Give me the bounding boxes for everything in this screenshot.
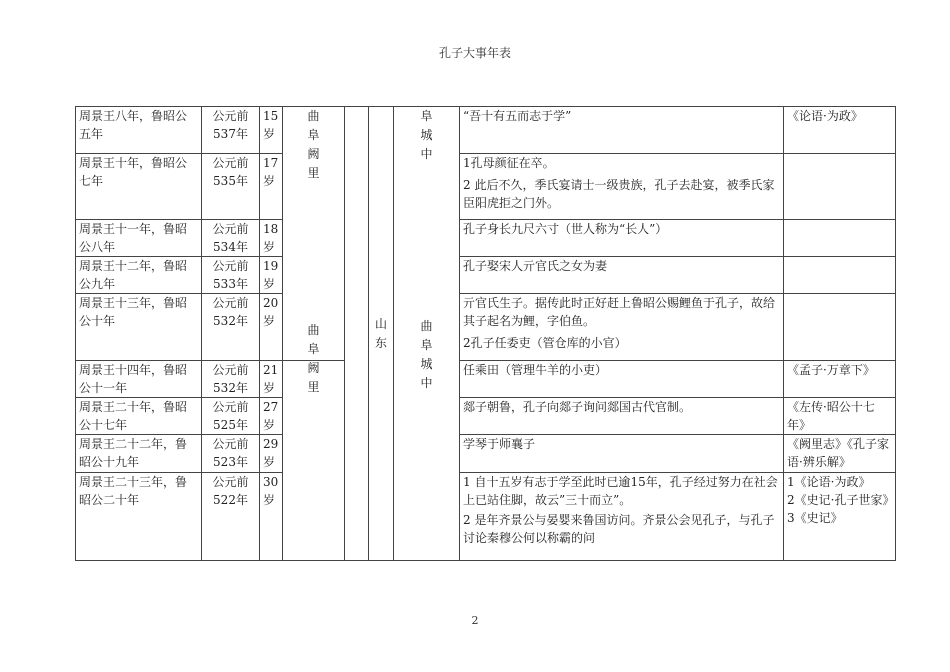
source-text: 《论语·为政》 [787,109,863,123]
chronology-table [75,106,896,561]
residence-label: 曲阜阙里 [307,323,320,394]
source-cell [784,435,896,473]
event-cell [460,107,784,154]
age-cell: 21岁 [260,361,283,398]
age-cell: 30岁 [260,473,283,561]
year-cell: 公元前532年 [202,361,260,398]
era-cell: 周景王二十年，鲁昭公十七年 [76,398,202,435]
age-cell: 15岁 [260,107,283,154]
era-text: 周景王十三年，鲁昭公十年 [79,296,188,328]
event-cell [460,154,784,220]
table-row [76,257,896,294]
year-cell: 公元前522年 [202,473,260,561]
province-cell [369,107,394,561]
table-row [76,398,896,435]
year-cell: 公元前537年 [202,107,260,154]
event-cell [460,220,784,257]
table-row [76,294,896,361]
year-cell: 公元前532年 [202,294,260,361]
source-cell [784,361,896,398]
source-text: 2《史记·孔子世家》 [787,493,895,507]
source-cell [784,398,896,435]
source-text: 《阙里志》《孔子家语·辨乐解》 [787,437,890,469]
year-cell: 公元前534年 [202,220,260,257]
source-text: 《左传·昭公十七年》 [787,400,875,432]
event-cell [460,257,784,294]
source-text: 1《论语·为政》 [787,475,871,489]
source-cell [784,473,896,561]
table-row [76,435,896,473]
age-cell: 17岁 [260,154,283,220]
age-cell: 19岁 [260,257,283,294]
age-cell: 27岁 [260,398,283,435]
province-label: 山东 [374,316,387,350]
empty-column [345,107,369,561]
era-cell: 周景王十四年，鲁昭公十一年 [76,361,202,398]
page-title: 孔子大事年表 [438,46,511,60]
age-cell: 18岁 [260,220,283,257]
page-number: 2 [471,614,479,627]
year-cell: 公元前525年 [202,398,260,435]
city-label-top: 阜城中 [420,109,433,161]
event-cell [460,398,784,435]
table-row [76,107,896,154]
era-cell: 周景王二十三年，鲁昭公二十年 [76,473,202,561]
event-text: 2 此后不久，季氏宴请士一级贵族，孔子去赴宴，被季氏家臣阳虎拒之门外。 [463,178,775,210]
year-cell: 公元前535年 [202,154,260,220]
source-text: 《孟子·万章下》 [787,363,875,377]
era-cell: 周景王八年，鲁昭公五年 [76,107,202,154]
source-cell [784,220,896,257]
era-cell: 周景王十一年，鲁昭公八年 [76,220,202,257]
event-text: 孔子娶宋人亓官氏之女为妻 [463,259,608,273]
event-cell [460,435,784,473]
event-text: 孔子身长九尺六寸（世人称为“长人”） [463,222,668,236]
event-text: 1孔母颜征在卒。 [463,156,555,170]
event-cell [460,473,784,561]
table-row [76,154,896,220]
era-cell: 周景王十二年，鲁昭公九年 [76,257,202,294]
year-cell: 公元前523年 [202,435,260,473]
source-cell [784,154,896,220]
year-cell: 公元前533年 [202,257,260,294]
source-cell [784,294,896,361]
source-text: 3《史记》 [787,511,843,525]
event-text: 郯子朝鲁，孔子向郯子询问郯国古代官制。 [463,400,692,414]
city-label-bottom: 曲阜城中 [420,319,433,390]
source-cell [784,107,896,154]
event-cell [460,361,784,398]
event-cell [460,294,784,361]
table-row [76,473,896,561]
event-text: 2孔子任委吏（管仓库的小官） [463,336,627,350]
age-cell: 20岁 [260,294,283,361]
age-cell: 29岁 [260,435,283,473]
event-text: 1 自十五岁有志于学至此时已逾15年，孔子经过努力在社会上已站住脚，故云”三十而立”。 [463,475,778,507]
event-text: 任乘田（管理牛羊的小吏） [463,363,608,377]
event-text: 2 是年齐景公与晏婴来鲁国访问。齐景公会见孔子，与孔子讨论秦穆公何以称霸的问 [463,513,775,545]
residence-cell-bottom [283,323,345,561]
era-cell [76,294,202,361]
event-text: 亓官氏生子。据传此时正好赶上鲁昭公赐鲤鱼于孔子，故给其子起名为鲤，字伯鱼。 [463,296,776,328]
source-cell [784,257,896,294]
event-text: 学琴于师襄子 [463,437,536,451]
table-row [76,361,896,398]
residence-label: 曲阜阙里 [307,109,320,180]
table-row [76,220,896,257]
city-cell [394,107,460,561]
era-cell: 周景王十年，鲁昭公七年 [76,154,202,220]
era-cell: 周景王二十二年，鲁昭公十九年 [76,435,202,473]
event-text: “吾十有五而志于学” [463,109,572,123]
